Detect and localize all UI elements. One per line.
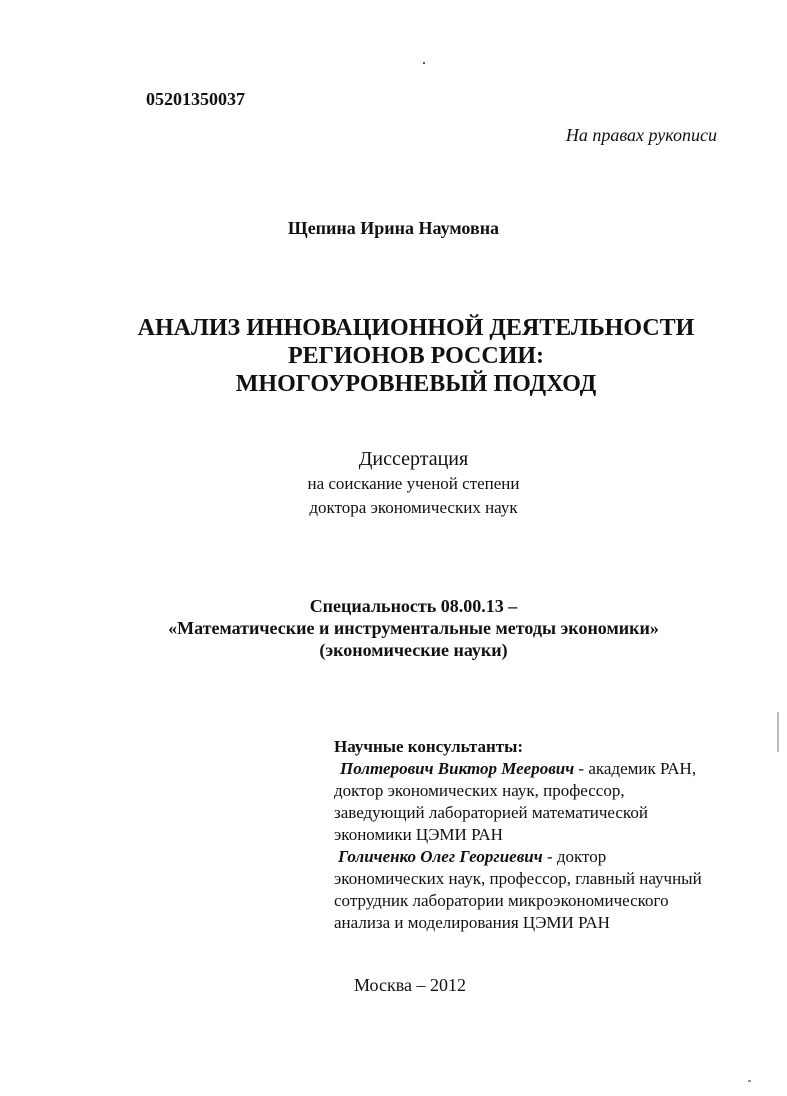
title-line-1: АНАЛИЗ ИННОВАЦИОННОЙ ДЕЯТЕЛЬНОСТИ [137, 315, 695, 341]
consultant-2-degree: экономических наук, профессор, главный научный [334, 869, 702, 888]
specialty-block [0, 595, 787, 661]
consultants-heading: Научные консультанты: [334, 737, 524, 756]
consultant-2-title: - доктор [542, 847, 607, 866]
author-name: Щепина Ирина Наумовна [287, 218, 500, 238]
consultant-2-lab: анализа и моделирования ЦЭМИ РАН [334, 913, 610, 932]
consultant-2-position: сотрудник лаборатории микроэкономического [334, 891, 669, 910]
consultant-1-title: - академик РАН, [574, 759, 697, 778]
document-code: 05201350037 [146, 89, 245, 109]
consultant-1-degree: доктор экономических наук, профессор, [334, 781, 625, 800]
title-line-3: МНОГОУРОВНЕВЫЙ ПОДХОД [235, 371, 597, 397]
consultant-1-name: Полтерович Виктор Меерович [340, 759, 575, 778]
title-line-2: РЕГИОНОВ РОССИИ: [287, 343, 545, 369]
scan-speck [748, 1080, 751, 1082]
degree-line-2: доктора экономических наук [309, 498, 518, 517]
specialty-field: (экономические науки) [319, 640, 508, 660]
dissertation-type: Диссертация [358, 448, 469, 470]
consultant-2-line [334, 846, 702, 868]
scan-edge-mark [777, 712, 779, 752]
specialty-code: Специальность 08.00.13 – [309, 596, 518, 616]
rights-notice: На правах рукописи [565, 125, 717, 145]
consultants-block [334, 736, 702, 934]
consultant-2-name: Голиченко Олег Георгиевич [338, 847, 543, 866]
city-year: Москва – 2012 [354, 975, 466, 995]
scan-speck [423, 62, 425, 64]
consultant-1-line [334, 758, 702, 780]
consultant-1-lab: экономики ЦЭМИ РАН [334, 825, 503, 844]
specialty-name: «Математические и инструментальные методы экономики» [168, 618, 659, 638]
consultant-1-position: заведующий лабораторией математической [334, 803, 648, 822]
dissertation-title [0, 314, 787, 398]
degree-line-1: на соискание ученой степени [307, 474, 520, 493]
